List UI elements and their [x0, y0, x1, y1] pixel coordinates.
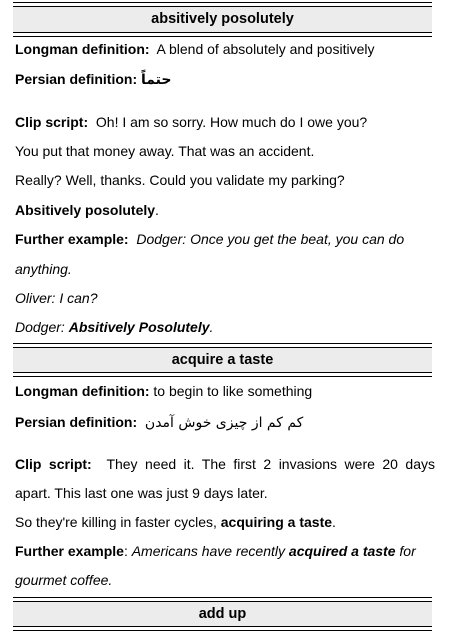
persian-definition: [15, 71, 435, 88]
punctuation: :: [123, 543, 128, 559]
longman-text: to begin to like something: [153, 383, 313, 399]
entry-header: [13, 6, 432, 33]
clip-script-line: [15, 202, 435, 218]
further-example-line: anything.: [15, 261, 72, 277]
punctuation: .: [155, 202, 159, 218]
clip-script-line: [15, 456, 435, 472]
entry-title: add up: [198, 606, 247, 622]
clip-script-line: apart. This last one was just 9 days later.: [15, 485, 268, 501]
longman-label: Longman definition:: [15, 383, 150, 399]
punctuation: .: [209, 319, 214, 335]
further-example-line: [15, 231, 435, 247]
further-text: for: [395, 543, 416, 559]
persian-label: Persian definition:: [15, 414, 138, 430]
further-text: Americans have recently: [131, 543, 289, 559]
entry-title: absitively posolutely: [151, 11, 294, 27]
target-phrase: acquiring a taste: [220, 514, 333, 530]
longman-definition: [15, 383, 435, 399]
longman-definition: [15, 41, 435, 57]
further-example-line: [15, 319, 435, 335]
further-text: Dodger: Once you get the beat, you can do: [136, 231, 405, 247]
clip-script-line: Really? Well, thanks. Could you validate my parking?: [15, 172, 345, 188]
clip-label: Clip script:: [15, 114, 89, 130]
further-example-line: Oliver: I can?: [15, 290, 98, 306]
clip-text: Oh! I am so sorry. How much do I owe you?: [95, 114, 368, 130]
target-phrase: Absitively posolutely: [15, 202, 156, 218]
further-label: Further example:: [15, 231, 129, 247]
persian-text: حتماً: [141, 72, 172, 88]
entry-header: [13, 601, 432, 627]
further-label: Further example: [15, 543, 124, 559]
clip-script-line: [15, 514, 435, 530]
longman-label: Longman definition:: [15, 41, 150, 57]
clip-script-line: [15, 114, 435, 130]
clip-text: So they're killing in faster cycles,: [15, 514, 221, 530]
clip-text: They need it. The first 2 invasions were 20 days: [106, 456, 435, 472]
entry-header: [13, 347, 432, 373]
persian-definition: [15, 414, 435, 431]
target-phrase: Absitively Posolutely: [68, 319, 210, 335]
persian-label: Persian definition:: [15, 71, 138, 87]
punctuation: .: [332, 514, 336, 530]
clip-label: Clip script:: [15, 456, 92, 472]
persian-text: کم کم از چیزی خوش آمدن: [144, 415, 304, 431]
target-phrase: acquired a taste: [288, 543, 396, 559]
further-example-line: gourmet coffee.: [15, 572, 113, 588]
entry-title: acquire a taste: [171, 352, 274, 368]
longman-text: A blend of absolutely and positively: [156, 41, 375, 57]
speaker: Dodger:: [15, 319, 69, 335]
clip-script-line: You put that money away. That was an accident.: [15, 143, 315, 159]
further-example-line: [15, 543, 435, 559]
